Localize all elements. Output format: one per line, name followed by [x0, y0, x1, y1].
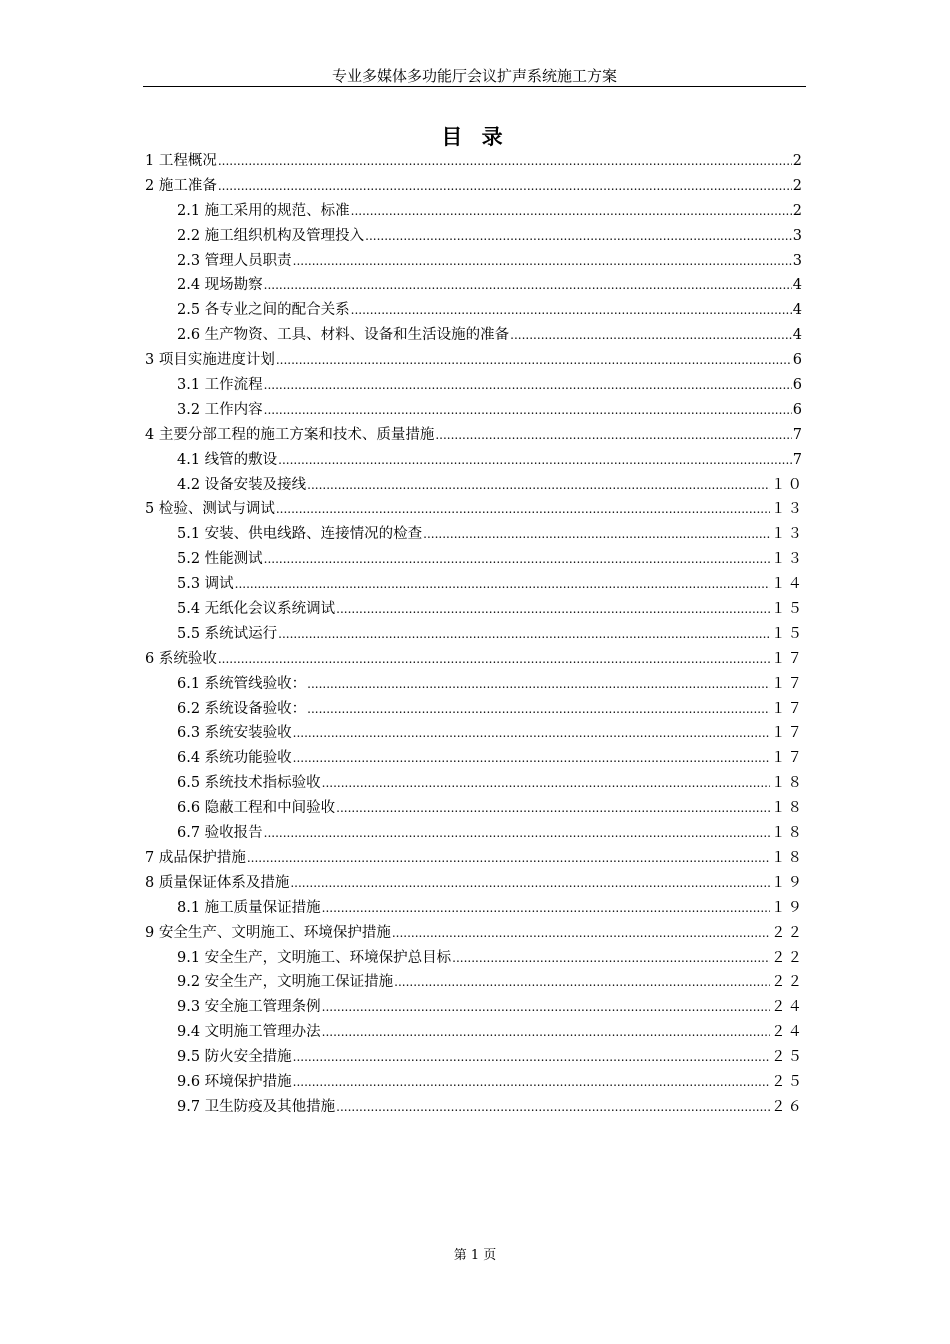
toc-entry[interactable] — [145, 1070, 804, 1095]
toc-entry-title: 5.3 调试 — [177, 576, 234, 593]
toc-entry-page: ２２ — [771, 974, 804, 991]
toc-dot-leader — [423, 522, 770, 547]
toc-entry[interactable] — [145, 1095, 804, 1120]
toc-entry-page: 4 — [792, 302, 804, 319]
toc-entry-page: 7 — [792, 426, 804, 443]
toc-entry-page: ２２ — [771, 949, 804, 966]
toc-dot-leader — [247, 846, 770, 871]
toc-entry-page: １５ — [771, 625, 804, 642]
toc-entry-title: 5.4 无纸化会议系统调试 — [177, 601, 336, 618]
toc-dot-leader — [293, 1070, 770, 1095]
toc-dot-leader — [336, 796, 770, 821]
toc-entry-page: １９ — [771, 874, 804, 891]
toc-entry[interactable] — [145, 721, 804, 746]
toc-entry-page: １０ — [771, 476, 804, 493]
toc-entry-title: 5.5 系统试运行 — [177, 625, 278, 642]
toc-entry-title: 6.2 系统设备验收： — [177, 700, 307, 717]
toc-dot-leader — [264, 398, 792, 423]
toc-entry[interactable] — [145, 323, 804, 348]
toc-entry[interactable] — [145, 821, 804, 846]
toc-entry[interactable] — [145, 497, 804, 522]
toc-entry-title: 6.4 系统功能验收 — [177, 750, 292, 767]
toc-dot-leader — [392, 921, 770, 946]
toc-entry[interactable] — [145, 697, 804, 722]
toc-dot-leader — [351, 199, 792, 224]
toc-entry[interactable] — [145, 647, 804, 672]
page-number: 第 1 页 — [453, 1248, 497, 1263]
toc-entry-title: 9 安全生产、文明施工、环境保护措施 — [145, 924, 391, 941]
toc-entry[interactable] — [145, 547, 804, 572]
toc-entry-page: 6 — [792, 377, 804, 394]
toc-dot-leader — [264, 273, 792, 298]
toc-title: 目 录 — [441, 125, 509, 149]
toc-dot-leader — [394, 970, 770, 995]
toc-dot-leader — [278, 448, 792, 473]
toc-dot-leader — [218, 647, 770, 672]
toc-entry-title: 5.2 性能测试 — [177, 551, 263, 568]
toc-entry-title: 6.3 系统安装验收 — [177, 725, 292, 742]
toc-dot-leader — [322, 995, 770, 1020]
toc-entry[interactable] — [145, 423, 804, 448]
toc-dot-leader — [293, 746, 770, 771]
toc-dot-leader — [307, 697, 770, 722]
toc-entry[interactable] — [145, 597, 804, 622]
toc-dot-leader — [435, 423, 791, 448]
toc-dot-leader — [218, 174, 792, 199]
toc-entry-page: ２２ — [771, 924, 804, 941]
toc-entry[interactable] — [145, 921, 804, 946]
toc-entry[interactable] — [145, 224, 804, 249]
toc-entry-title: 9.3 安全施工管理条例 — [177, 999, 321, 1016]
toc-entry-title: 3.2 工作内容 — [177, 401, 263, 418]
toc-entry[interactable] — [145, 448, 804, 473]
toc-entry-title: 2.4 现场勘察 — [177, 277, 263, 294]
toc-entry-page: 3 — [792, 227, 804, 244]
toc-entry[interactable] — [145, 373, 804, 398]
header-rule — [143, 86, 806, 87]
toc-entry[interactable] — [145, 771, 804, 796]
toc-entry-title: 2.3 管理人员职责 — [177, 252, 292, 269]
toc-dot-leader — [276, 348, 792, 373]
toc-entry[interactable] — [145, 174, 804, 199]
toc-entry-page: １７ — [771, 650, 804, 667]
toc-entry-title: 8.1 施工质量保证措施 — [177, 899, 321, 916]
toc-entry-title: 9.5 防火安全措施 — [177, 1049, 292, 1066]
toc-entry-title: 6.6 隐蔽工程和中间验收 — [177, 800, 336, 817]
toc-dot-leader — [293, 1045, 770, 1070]
toc-entry-title: 5 检验、测试与调试 — [145, 501, 275, 518]
toc-entry-title: 4.1 线管的敷设 — [177, 451, 278, 468]
toc-entry-page: １４ — [771, 576, 804, 593]
toc-dot-leader — [293, 249, 792, 274]
toc-entry[interactable] — [145, 473, 804, 498]
toc-entry-title: 2.6 生产物资、工具、材料、设备和生活设施的准备 — [177, 327, 510, 344]
toc-entry[interactable] — [145, 1045, 804, 1070]
toc-entry[interactable] — [145, 199, 804, 224]
toc-dot-leader — [322, 771, 770, 796]
toc-dot-leader — [452, 946, 770, 971]
toc-entry-title: 9.6 环境保护措施 — [177, 1073, 292, 1090]
toc-dot-leader — [218, 149, 792, 174]
toc-entry-title: 9.2 安全生产，文明施工保证措施 — [177, 974, 394, 991]
toc-dot-leader — [278, 622, 770, 647]
toc-entry[interactable] — [145, 946, 804, 971]
toc-entry-title: 8 质量保证体系及措施 — [145, 874, 290, 891]
toc-entry[interactable] — [145, 846, 804, 871]
toc-dot-leader — [336, 597, 770, 622]
toc-entry-page: 2 — [792, 177, 804, 194]
toc-dot-leader — [322, 1020, 770, 1045]
toc-entry-title: 9.4 文明施工管理办法 — [177, 1024, 321, 1041]
toc-entry-title: 7 成品保护措施 — [145, 849, 246, 866]
toc-dot-leader — [293, 721, 770, 746]
toc-entry-page: １３ — [771, 551, 804, 568]
toc-entry-page: １９ — [771, 899, 804, 916]
toc-entry[interactable] — [145, 871, 804, 896]
toc-dot-leader — [307, 672, 770, 697]
toc-entry-page: １５ — [771, 601, 804, 618]
toc-entry-page: 2 — [792, 202, 804, 219]
toc-entry-page: １８ — [771, 775, 804, 792]
toc-entry[interactable] — [145, 672, 804, 697]
toc-entry-title: 6.5 系统技术指标验收 — [177, 775, 321, 792]
toc-dot-leader — [235, 572, 770, 597]
toc-dot-leader — [365, 224, 792, 249]
toc-entry[interactable] — [145, 398, 804, 423]
toc-entry[interactable] — [145, 249, 804, 274]
page-header: 专业多媒体多功能厅会议扩声系统施工方案 — [331, 67, 617, 85]
toc-entry-page: ２４ — [771, 999, 804, 1016]
toc-entry-title: 9.7 卫生防疫及其他措施 — [177, 1098, 336, 1115]
table-of-contents — [145, 149, 804, 1120]
toc-entry-page: ２６ — [771, 1098, 804, 1115]
toc-entry-title: 3 项目实施进度计划 — [145, 352, 275, 369]
toc-dot-leader — [276, 497, 770, 522]
toc-entry[interactable] — [145, 995, 804, 1020]
toc-entry-page: １７ — [771, 725, 804, 742]
toc-dot-leader — [351, 298, 792, 323]
toc-entry-page: １７ — [771, 675, 804, 692]
toc-dot-leader — [264, 821, 770, 846]
toc-entry[interactable] — [145, 572, 804, 597]
toc-entry[interactable] — [145, 622, 804, 647]
toc-dot-leader — [307, 473, 770, 498]
toc-dot-leader — [290, 871, 770, 896]
toc-entry-title: 2.5 各专业之间的配合关系 — [177, 302, 350, 319]
toc-entry[interactable] — [145, 796, 804, 821]
toc-entry-title: 2 施工准备 — [145, 177, 217, 194]
toc-entry[interactable] — [145, 746, 804, 771]
toc-entry-page: １３ — [771, 526, 804, 543]
toc-entry-page: １８ — [771, 825, 804, 842]
toc-entry[interactable] — [145, 348, 804, 373]
toc-entry-title: 9.1 安全生产，文明施工、环境保护总目标 — [177, 949, 452, 966]
toc-entry-page: １３ — [771, 501, 804, 518]
toc-entry-page: １８ — [771, 849, 804, 866]
toc-entry[interactable] — [145, 522, 804, 547]
toc-entry[interactable] — [145, 298, 804, 323]
toc-dot-leader — [322, 896, 770, 921]
toc-entry-title: 2.1 施工采用的规范、标准 — [177, 202, 350, 219]
toc-entry-title: 4.2 设备安装及接线 — [177, 476, 307, 493]
toc-entry[interactable] — [145, 896, 804, 921]
toc-entry-title: 4 主要分部工程的施工方案和技术、质量措施 — [145, 426, 435, 443]
toc-entry-title: 3.1 工作流程 — [177, 377, 263, 394]
toc-entry-title: 6.7 验收报告 — [177, 825, 263, 842]
toc-entry-title: 5.1 安装、供电线路、连接情况的检查 — [177, 526, 423, 543]
toc-dot-leader — [510, 323, 792, 348]
toc-entry-title: 6.1 系统管线验收： — [177, 675, 307, 692]
toc-entry-page: ２４ — [771, 1024, 804, 1041]
toc-dot-leader — [264, 547, 770, 572]
toc-entry-page: ２５ — [771, 1073, 804, 1090]
toc-entry-page: 4 — [792, 327, 804, 344]
toc-entry-page: ２５ — [771, 1049, 804, 1066]
toc-entry-page: １７ — [771, 700, 804, 717]
toc-entry-page: 3 — [792, 252, 804, 269]
toc-dot-leader — [336, 1095, 770, 1120]
toc-entry-page: 6 — [792, 352, 804, 369]
toc-entry-page: 4 — [792, 277, 804, 294]
toc-entry-title: 2.2 施工组织机构及管理投入 — [177, 227, 365, 244]
toc-entry-page: １７ — [771, 750, 804, 767]
toc-entry[interactable] — [145, 149, 804, 174]
toc-entry-title: 6 系统验收 — [145, 650, 217, 667]
toc-dot-leader — [264, 373, 792, 398]
toc-entry-page: 6 — [792, 401, 804, 418]
toc-entry[interactable] — [145, 273, 804, 298]
toc-entry-page: 7 — [792, 451, 804, 468]
toc-entry[interactable] — [145, 970, 804, 995]
toc-entry-page: １８ — [771, 800, 804, 817]
toc-entry-title: 1 工程概况 — [145, 153, 217, 169]
toc-entry-page: 2 — [792, 153, 804, 169]
toc-entry[interactable] — [145, 1020, 804, 1045]
